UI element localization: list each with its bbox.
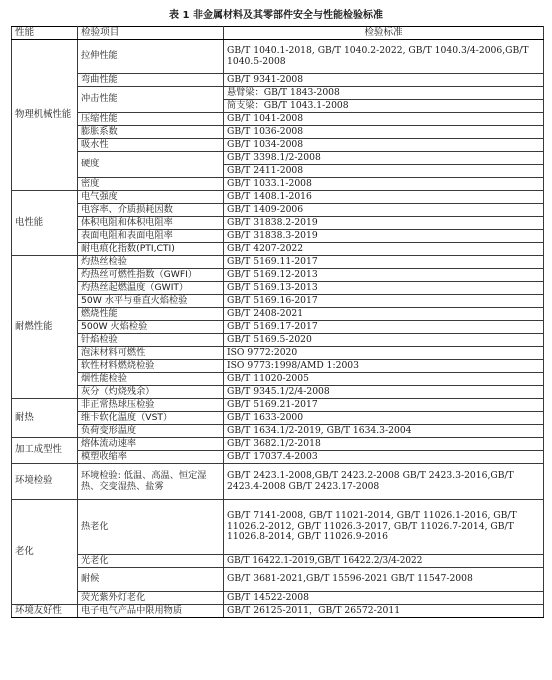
table-row (12, 256, 544, 269)
standard-cell: ISO 9772:2020 (224, 347, 544, 360)
standard-cell: GB/T 5169.12-2013 (224, 269, 544, 282)
header-category: 性能 (12, 27, 78, 40)
item-cell: 电容率、介质损耗因数 (78, 204, 224, 217)
standard-cell: GB/T 14522-2008 (224, 592, 544, 605)
table-row (12, 334, 544, 347)
standard-cell: GB/T 5169.11-2017 (224, 256, 544, 269)
table-row (12, 40, 544, 74)
item-cell: 烟性能检验 (78, 373, 224, 386)
table-row (12, 373, 544, 386)
standard-cell: GB/T 11020-2005 (224, 373, 544, 386)
standard-cell: 悬臂梁：GB/T 1843-2008 (224, 87, 544, 100)
table-header-row (12, 27, 544, 40)
item-cell: 针焰检验 (78, 334, 224, 347)
category-cell: 物理机械性能 (12, 40, 78, 191)
table-row (12, 139, 544, 152)
table-row (12, 347, 544, 360)
standard-cell: GB/T 5169.5-2020 (224, 334, 544, 347)
item-cell: 体积电阻和体积电阻率 (78, 217, 224, 230)
item-cell: 软性材料燃烧检验 (78, 360, 224, 373)
item-cell: 耐候 (78, 568, 224, 592)
item-cell: 电气强度 (78, 191, 224, 204)
standard-cell: GB/T 1034-2008 (224, 139, 544, 152)
table-row (12, 464, 544, 500)
table-row (12, 308, 544, 321)
item-cell: 膨胀系数 (78, 126, 224, 139)
item-cell: 灼热丝可燃性指数（GWFI） (78, 269, 224, 282)
item-cell: 表面电阻和表面电阻率 (78, 230, 224, 243)
item-cell: 50W 水平与垂直火焰检验 (78, 295, 224, 308)
table-title: 表 1 非金属材料及其零部件安全与性能检验标准 (169, 10, 383, 21)
table-row (12, 230, 544, 243)
item-cell: 荧光紫外灯老化 (78, 592, 224, 605)
standard-cell: GB/T 7141-2008, GB/T 11021-2014, GB/T 11026.1-2016, GB/T 11026.2-2012, GB/T 11026.3-2017, GB/T 11026.7-2014, GB/T 11026.8-2014, GB/T 11026.9-2016 (224, 500, 544, 555)
standard-cell: GB/T 1036-2008 (224, 126, 544, 139)
standard-cell: GB/T 31838.3-2019 (224, 230, 544, 243)
item-cell: 电子电气产品中限用物质 (78, 605, 224, 618)
table-row (12, 295, 544, 308)
standard-cell: GB/T 2423.1-2008,GB/T 2423.2-2008 GB/T 2423.3-2016,GB/T 2423.4-2008 GB/T 2423.17-2008 (224, 464, 544, 500)
category-cell: 环境友好性 (12, 605, 78, 618)
category-cell: 耐燃性能 (12, 256, 78, 399)
standards-table (11, 26, 544, 618)
standard-cell: GB/T 9345.1/2/4-2008 (224, 386, 544, 399)
table-row (12, 605, 544, 618)
item-cell: 吸水性 (78, 139, 224, 152)
item-cell: 密度 (78, 178, 224, 191)
table-row (12, 399, 544, 412)
item-cell: 热老化 (78, 500, 224, 555)
item-cell: 环境检验: 低温、高温、恒定湿热、交变湿热、盐雾 (78, 464, 224, 500)
standard-cell: GB/T 1033.1-2008 (224, 178, 544, 191)
item-cell: 灰分（灼烧残余） (78, 386, 224, 399)
standard-cell: GB/T 2411-2008 (224, 165, 544, 178)
table-row (12, 113, 544, 126)
standard-cell: GB/T 5169.17-2017 (224, 321, 544, 334)
item-cell: 耐电痕化指数(PTI,CTI) (78, 243, 224, 256)
standard-cell: GB/T 3681-2021,GB/T 15596-2021 GB/T 11547-2008 (224, 568, 544, 592)
category-cell: 老化 (12, 500, 78, 605)
standard-cell: GB/T 1409-2006 (224, 204, 544, 217)
standard-cell: GB/T 1040.1-2018, GB/T 1040.2-2022, GB/T 1040.3/4-2006,GB/T 1040.5-2008 (224, 40, 544, 74)
standard-cell: GB/T 31838.2-2019 (224, 217, 544, 230)
standard-cell: GB/T 9341-2008 (224, 74, 544, 87)
standard-cell: GB/T 5169.21-2017 (224, 399, 544, 412)
standard-cell: 简支梁：GB/T 1043.1-2008 (224, 100, 544, 113)
table-row (12, 386, 544, 399)
table-row (12, 412, 544, 425)
table-row (12, 438, 544, 451)
item-cell: 冲击性能 (78, 87, 224, 113)
standard-cell: GB/T 17037.4-2003 (224, 451, 544, 464)
standard-cell: GB/T 16422.1-2019,GB/T 16422.2/3/4-2022 (224, 555, 544, 568)
item-cell: 灼热丝起燃温度（GWIT） (78, 282, 224, 295)
table-row (12, 152, 544, 165)
category-cell: 电性能 (12, 191, 78, 256)
table-row (12, 568, 544, 592)
header-standard: 检验标准 (224, 27, 544, 40)
item-cell: 泡沫材料可燃性 (78, 347, 224, 360)
item-cell: 维卡软化温度（VST） (78, 412, 224, 425)
standard-cell: GB/T 26125-2011，GB/T 26572-2011 (224, 605, 544, 618)
header-item: 检验项目 (78, 27, 224, 40)
standard-cell: GB/T 1041-2008 (224, 113, 544, 126)
category-cell: 环境检验 (12, 464, 78, 500)
table-row (12, 360, 544, 373)
standard-cell: GB/T 4207-2022 (224, 243, 544, 256)
item-cell: 硬度 (78, 152, 224, 178)
table-row (12, 191, 544, 204)
item-cell: 非正常热球压检验 (78, 399, 224, 412)
table-row (12, 592, 544, 605)
standard-cell: GB/T 5169.16-2017 (224, 295, 544, 308)
table-row (12, 269, 544, 282)
standard-cell: ISO 9773:1998/AMD 1:2003 (224, 360, 544, 373)
table-row (12, 74, 544, 87)
category-cell: 耐热 (12, 399, 78, 438)
table-row (12, 500, 544, 555)
item-cell: 模塑收缩率 (78, 451, 224, 464)
table-row (12, 282, 544, 295)
table-row (12, 87, 544, 100)
table-row (12, 451, 544, 464)
table-row (12, 555, 544, 568)
standard-cell: GB/T 3682.1/2-2018 (224, 438, 544, 451)
item-cell: 燃烧性能 (78, 308, 224, 321)
standard-cell: GB/T 1633-2000 (224, 412, 544, 425)
item-cell: 灼热丝检验 (78, 256, 224, 269)
standard-cell: GB/T 5169.13-2013 (224, 282, 544, 295)
table-row (12, 217, 544, 230)
table-row (12, 204, 544, 217)
table-row (12, 321, 544, 334)
table-row (12, 243, 544, 256)
item-cell: 弯曲性能 (78, 74, 224, 87)
table-row (12, 126, 544, 139)
item-cell: 负荷变形温度 (78, 425, 224, 438)
standard-cell: GB/T 1408.1-2016 (224, 191, 544, 204)
item-cell: 光老化 (78, 555, 224, 568)
item-cell: 拉伸性能 (78, 40, 224, 74)
item-cell: 500W 火焰检验 (78, 321, 224, 334)
standard-cell: GB/T 3398.1/2-2008 (224, 152, 544, 165)
standard-cell: GB/T 2408-2021 (224, 308, 544, 321)
table-row (12, 425, 544, 438)
table-row (12, 178, 544, 191)
category-cell: 加工成型性 (12, 438, 78, 464)
item-cell: 压缩性能 (78, 113, 224, 126)
standard-cell: GB/T 1634.1/2-2019, GB/T 1634.3-2004 (224, 425, 544, 438)
item-cell: 熔体流动速率 (78, 438, 224, 451)
